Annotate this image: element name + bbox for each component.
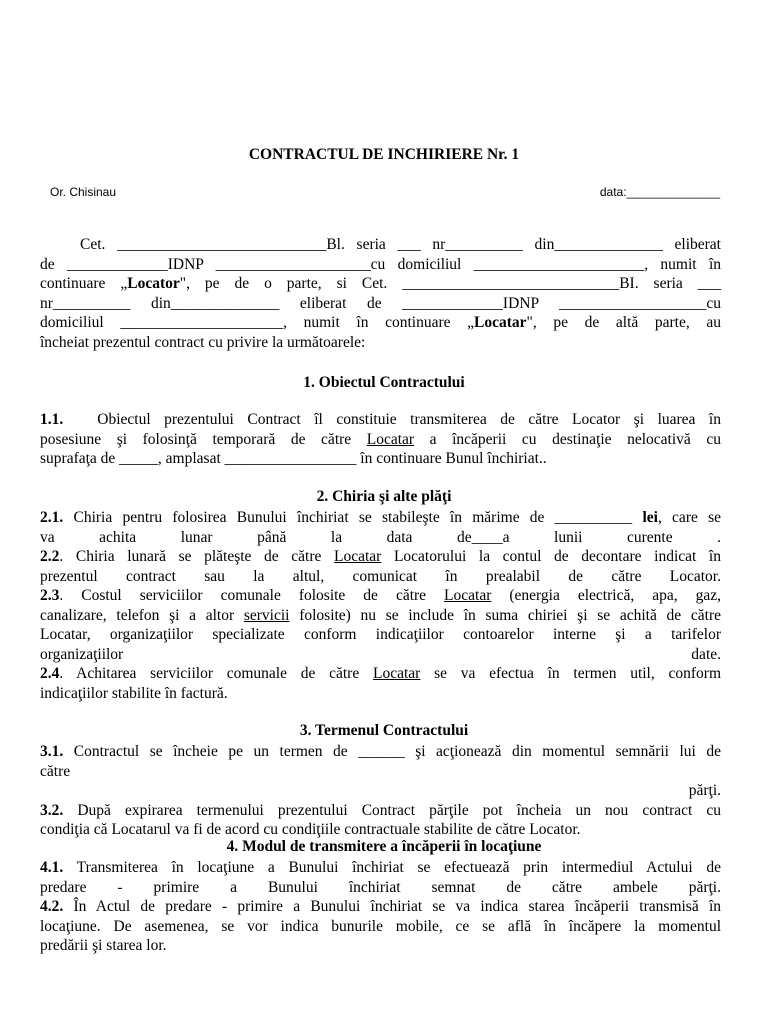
clause-number: 3.1. [40, 743, 64, 760]
section-heading-4: 4. Modul de transmitere a încăperii în locaţiune [226, 838, 542, 855]
clause-number: 1.1. [40, 411, 64, 428]
parties-line: de _____________IDNP ____________________cu domiciliul ______________________, numit în [40, 255, 721, 273]
section-3-body: 3.1. Contractul se încheie pe un termen de ______ şi acţionează din momentul semnării lui de către părţi. 3.2. După expirarea termenului prezentului Contract părţile pot încheia un nou contract cu condiţia că Locatarul va fi de acord cu condiţiile contractuale stabilite de către Locator. [40, 743, 721, 838]
section-2-body: 2.1. Chiria pentru folosirea Bunului închiriat se stabileşte în mărime de __________ lei, care se va achita lunar până la data de____a lunii curente . 2.2. Chiria lunară se plăteşte de către Locatar Locatorului la contul de decontare indicat în prezentul contract sau la altul, comunicat în prealabil de către Locator. 2.3. Costul serviciilor comunale folosite de către Locatar (energia electrică, apa, gaz, canalizare, telefon şi a altor servicii folosite) nu se include în suma chiriei şi se achită de către Locatar, organizaţiilor specializate conform indicaţiilor contoarelor interne şi a tarifelor organizaţiilor date. 2.4. Achitarea serviciilor comunale de către Locatar se va efectua în termen util, conform indicaţiilor stabilite în factură. [40, 509, 722, 702]
section-heading-2: 2. Chiria şi alte plăţi [316, 488, 452, 505]
clause-number: 4.1. [40, 859, 64, 876]
locatar-link[interactable]: Locatar [334, 548, 382, 565]
clause-number: 2.3 [40, 587, 60, 604]
clause-number: 4.2. [40, 898, 64, 915]
locatar-term: Locatar [474, 314, 527, 331]
locatar-link[interactable]: Locatar [366, 430, 415, 448]
parties-line: nr__________ din______________ eliberat de _____________IDNP ___________________cu [40, 294, 721, 312]
clause-number: 2.2 [40, 548, 60, 565]
locatar-link[interactable]: Locatar [372, 665, 421, 682]
section-heading-3: 3. Termenul Contractului [299, 722, 469, 739]
locator-term: Locator [127, 275, 180, 292]
clause-number: 2.1. [40, 509, 64, 526]
section-heading-1: 1. Obiectul Contractului [303, 374, 465, 391]
locatar-link[interactable]: Locatar [444, 587, 492, 604]
clause-number: 3.2. [40, 801, 64, 819]
contract-date-field: data:______________ [599, 185, 720, 199]
parties-paragraph: Cet. ___________________________Bl. seria ___ nr__________ din______________ eliberat de _____________IDNP ____________________cu domiciliul ______________________, numit în continuare „Locator", pe de o parte, si Cet. ____________________________BI. seria ___ nr__________ din______________ eliberat de _____________IDNP ___________________cu domiciliul _____________________, numit în continuare „Locatar", pe de altă parte, au încheiat prezentul contract cu privire la următoarele: [40, 236, 722, 351]
section-1-body: 1.1. Obiectul prezentului Contract îl constituie transmiterea de către Locator şi luarea în posesiune şi folosinţă temporară de către Locatar a încăperii cu destinaţie nelocativă cu suprafaţa de _____, amplasat _________________ în continuare Bunul închiriat.. [40, 411, 721, 467]
section-4-body: 4.1. Transmiterea în locaţiune a Bunului închiriat se efectuează prin intermediul Actului de predare - primire a Bunului închiriat semnat de către ambele părţi. 4.2. În Actul de predare - primire a Bunului închiriat se va indica starea încăperii transmisă în locaţiune. De asemenea, se vor indica bunurile mobile, ce se află în încăpere la momentul predării şi starea lor. [40, 859, 721, 954]
parties-line: Cet. ___________________________Bl. seria ___ nr__________ din______________ eliberat [80, 236, 721, 253]
servicii-link[interactable]: servicii [243, 606, 290, 624]
parties-line: încheiat prezentul contract cu privire la următoarele: [40, 333, 366, 351]
clause-number: 2.4 [40, 665, 60, 682]
contract-place: Or. Chisinau [50, 185, 117, 199]
contract-title: CONTRACTUL DE INCHIRIERE Nr. 1 [248, 146, 520, 163]
currency-lei: lei [642, 509, 658, 526]
